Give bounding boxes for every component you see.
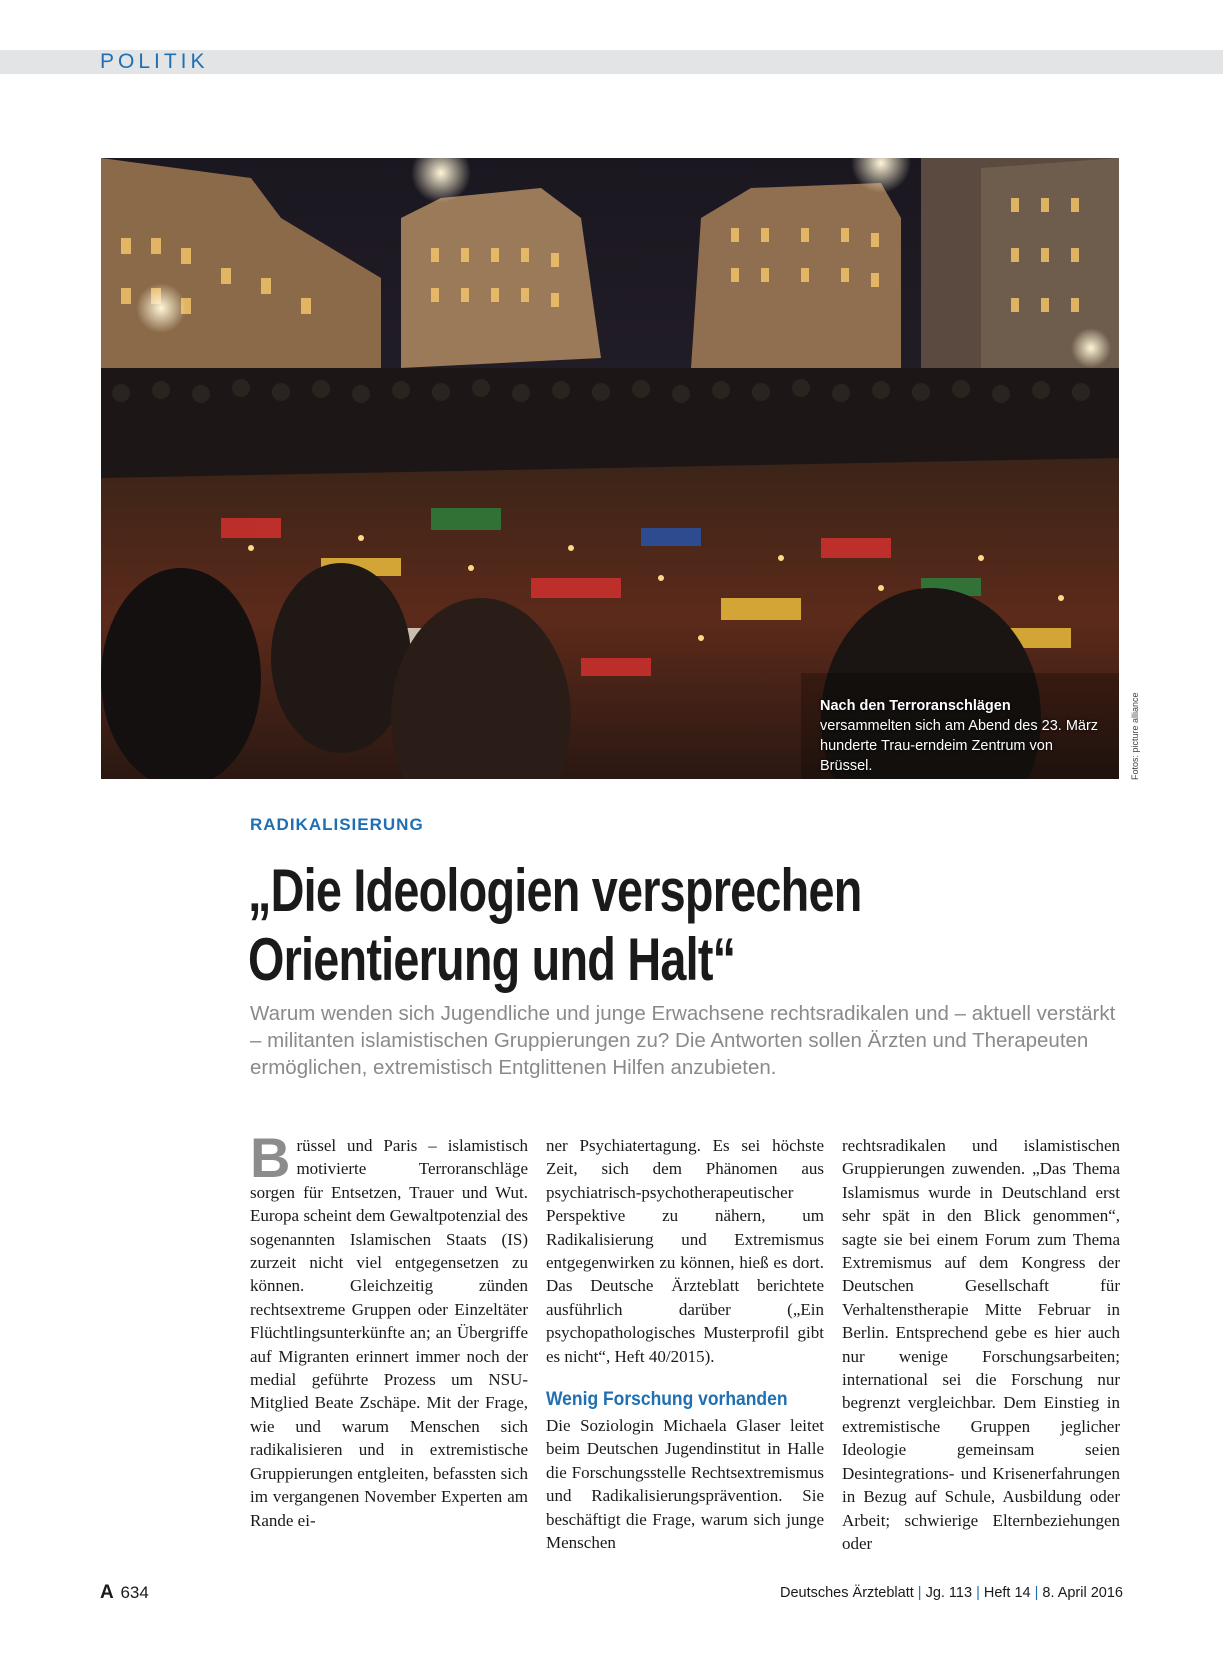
photo-caption-text: versammelten sich am Abend des 23. März hunderte Trau-erndeim Zentrum von Brüssel. bbox=[820, 718, 1099, 774]
photo-caption bbox=[820, 696, 1105, 776]
separator: | bbox=[917, 1585, 922, 1601]
page-number-value: 634 bbox=[120, 1583, 149, 1602]
article-photo bbox=[101, 158, 1119, 779]
page-prefix: A bbox=[100, 1582, 114, 1603]
column-1-text: rüssel und Paris – islamistisch motivierte Terroranschläge sorgen für Entsetzen, Trauer und Wut. Europa scheint dem Gewaltpotenzial des sogenannten Islamischen Staats (IS) zurzeit nicht viel entgegensetzen zu können. Gleichzeitig zünden rechtsextreme Gruppen oder Einzeltäter Flüchtlingsunterkünfte an; an Übergriffe auf Migranten erinnert immer noch der medial geführte Prozess um NSU-Mitglied Beate Zschäpe. Mit der Frage, wie und warum Menschen sich radikalisieren und in extremistische Gruppierungen entgleiten, befassten sich im vergangenen November Experten am Rande ei- bbox=[250, 1136, 528, 1530]
column-2-text-b: Die Soziologin Michaela Glaser leitet beim Deutschen Jugendinstitut in Halle die Forschungsstelle Rechtsextremismus und Radikalisierungsprävention. Sie beschäftigt die Frage, warum sich junge Menschen bbox=[546, 1416, 824, 1553]
body-column-2 bbox=[546, 1134, 824, 1555]
journal-issue: Heft 14 bbox=[983, 1585, 1031, 1601]
photo-credit: Fotos: picture alliance bbox=[1130, 692, 1140, 780]
headline-line-1: „Die Ideologien versprechen bbox=[248, 857, 862, 924]
body-column-1 bbox=[250, 1126, 528, 1555]
article-subhead: Wenig Forschung vorhanden bbox=[546, 1389, 788, 1411]
body-column-3 bbox=[842, 1134, 1120, 1555]
article-headline bbox=[248, 856, 950, 994]
page-number bbox=[100, 1582, 149, 1604]
article-deck: Warum wenden sich Jugendliche und junge Erwachsene rechtsradikalen und – aktuell verstärkt – militanten islamistischen Gruppierungen zu? Die Antworten sollen Ärzten und Therapeuten ermöglichen, extremistisch Entglittenen Hilfen anzubieten. bbox=[250, 1002, 1116, 1079]
article-kicker: RADIKALISIERUNG bbox=[250, 815, 424, 834]
journal-date: 8. April 2016 bbox=[1042, 1585, 1123, 1601]
journal-volume: Jg. 113 bbox=[925, 1585, 973, 1601]
separator: | bbox=[1034, 1585, 1039, 1601]
column-2-text-a: ner Psychiatertagung. Es sei höchste Zeit, sich dem Phänomen aus psychiatrisch-psychotherapeutischer Perspektive zu nähern, um Radikalisierung und Extremismus entgegenwirken zu können, hieß es dort. Das Deutsche Ärzteblatt berichtete ausführlich darüber („Ein psychopathologisches Musterprofil gibt es nicht“, Heft 40/2015). bbox=[546, 1136, 824, 1366]
journal-name: Deutsches Ärzteblatt bbox=[779, 1585, 914, 1601]
journal-info bbox=[780, 1585, 1123, 1601]
section-label: POLITIK bbox=[100, 50, 209, 73]
column-3-text: rechtsradikalen und islamistischen Gruppierungen zuwenden. „Das Thema Islamismus wurde in Deutschland erst sehr spät in den Blick genommen“, sagte sie bei einem Forum zum Thema Extremismus auf dem Kongress der Deutschen Gesellschaft für Verhaltenstherapie Mitte Februar in Berlin. Entsprechend gebe es hier auch nur wenige Forschungsarbeiten; international sei die Forschung nur begrenzt vergleichbar. Dem Einstieg in extremistische Gruppen jeglicher Ideologie gemeinsam seien Desintegrations- und Krisenerfahrungen in Bezug auf Schule, Ausbildung oder Arbeit; schwierige Elternbeziehungen oder bbox=[842, 1136, 1120, 1553]
drop-cap: B bbox=[250, 1126, 291, 1189]
headline-line-2: Orientierung und Halt“ bbox=[248, 926, 736, 993]
article-body bbox=[250, 1126, 1122, 1555]
photo-caption-lead: Nach den Terroranschlägen bbox=[820, 698, 1011, 714]
separator: | bbox=[976, 1585, 980, 1601]
vigil-crowd-image bbox=[101, 158, 1119, 779]
